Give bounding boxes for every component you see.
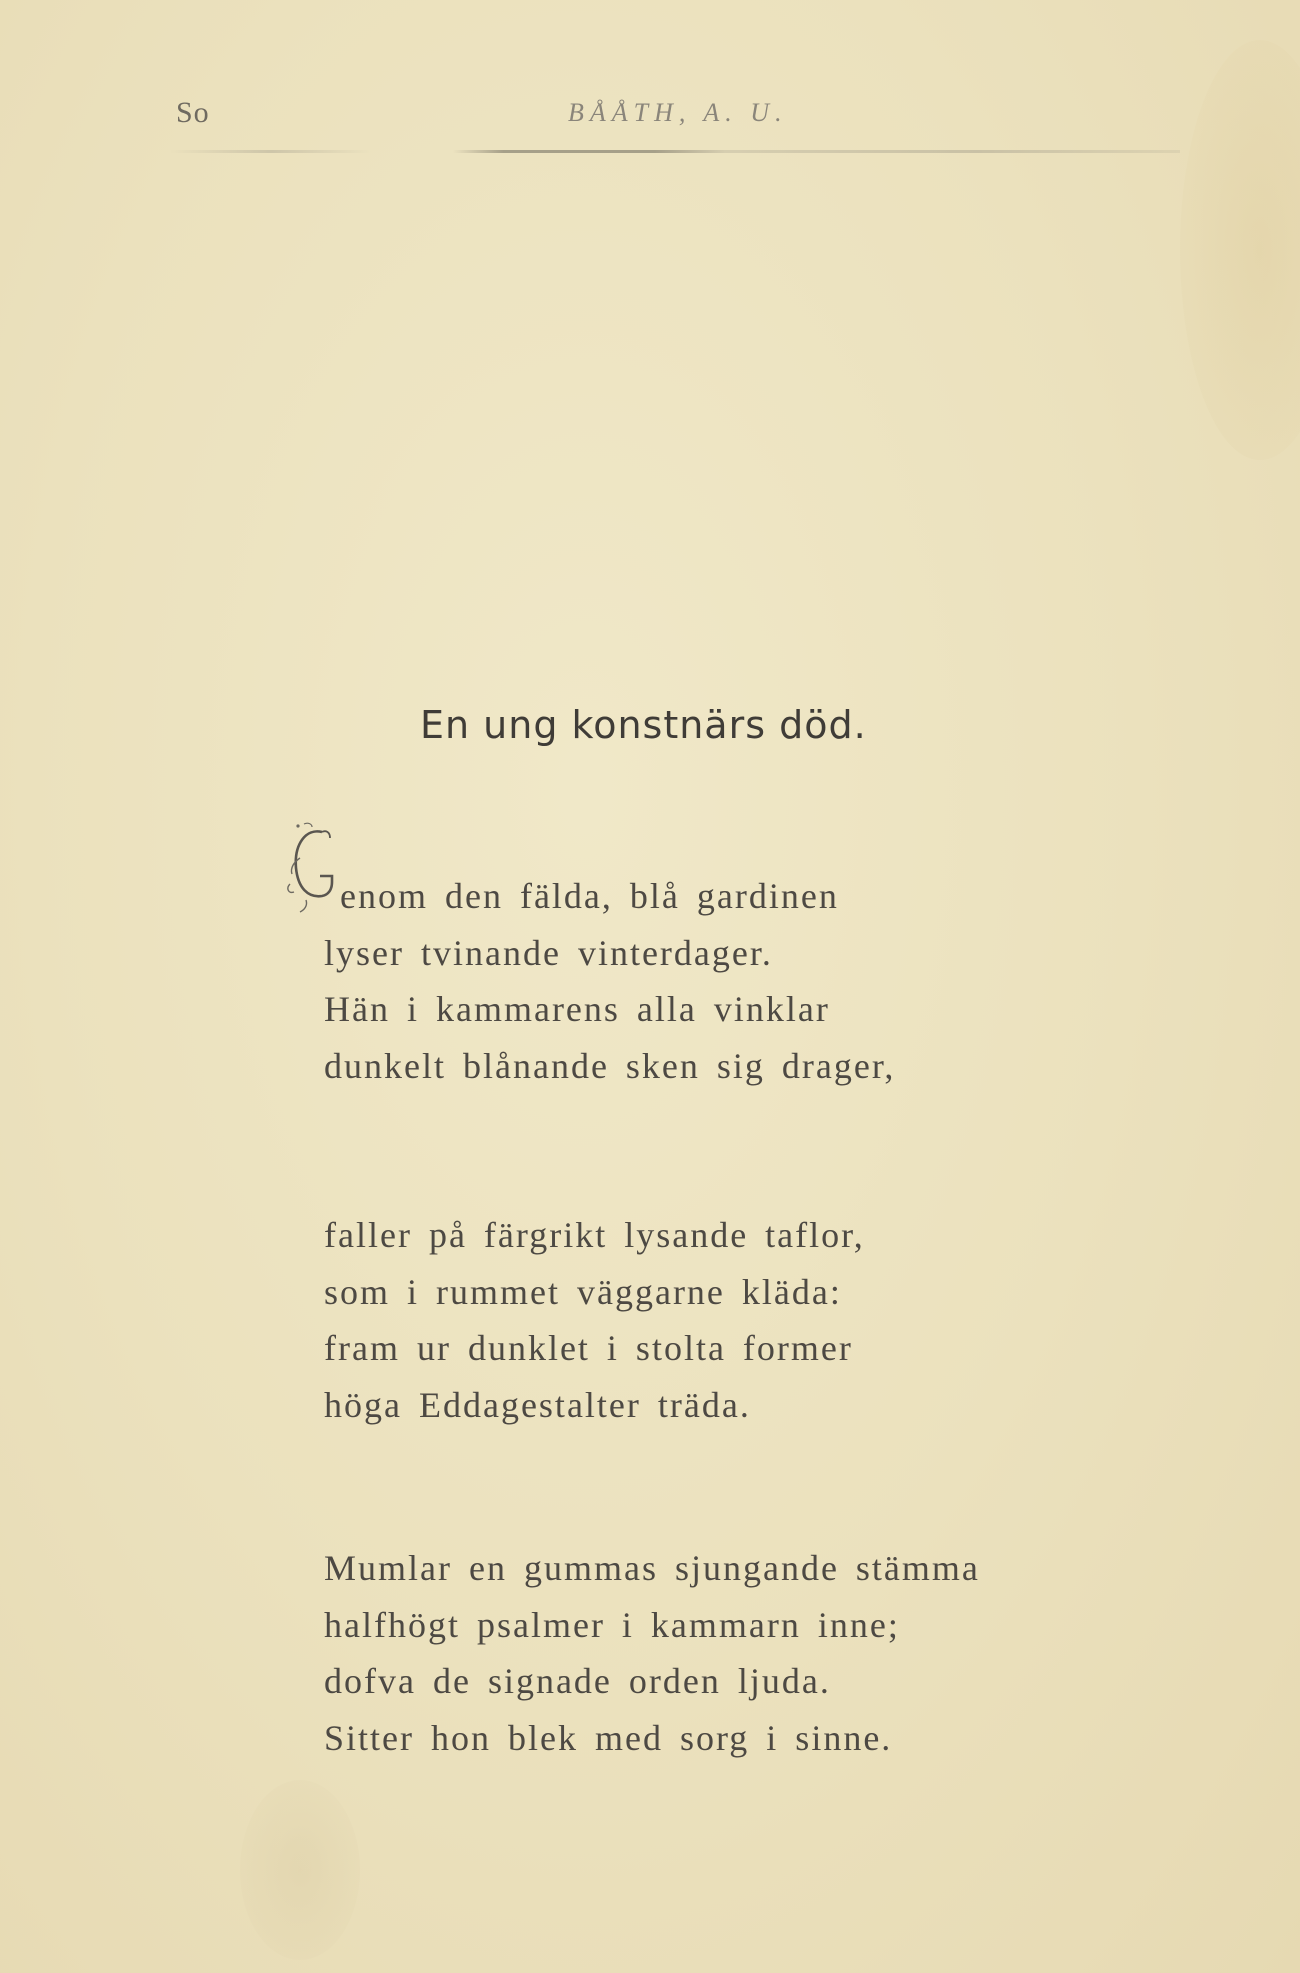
verse-line: höga Eddagestalter träda. [324,1384,751,1425]
stanza-1 [324,868,1144,1094]
running-title: BÅÅTH, A. U. [568,98,788,127]
poem-title: En ung konstnärs död. [420,703,867,747]
verse-line: faller på färgrikt lysande taflor, [324,1215,865,1255]
verse-line: enom den fälda, blå gardinen [340,876,839,916]
verse-line: fram ur dunklet i stolta former [324,1328,853,1368]
stanza-2 [324,1207,1144,1433]
verse-line: som i rummet väggarne kläda: [324,1271,842,1312]
verse-line: dunkelt blånande sken sig drager, [324,1045,896,1086]
stanza-3 [324,1540,1144,1766]
running-header [0,96,1300,136]
verse-line: dofva de signade orden ljuda. [324,1661,831,1701]
verse-line: Sitter hon blek med sorg i sinne. [324,1717,893,1758]
page-number: So [176,96,210,129]
header-rule [170,150,1180,153]
verse-line: halfhögt psalmer i kammarn inne; [324,1604,900,1645]
verse-line: lyser tvinande vinterdager. [324,932,773,973]
verse-line: Hän i kammarens alla vinklar [324,989,830,1029]
verse-line: Mumlar en gummas sjungande stämma [324,1548,980,1588]
